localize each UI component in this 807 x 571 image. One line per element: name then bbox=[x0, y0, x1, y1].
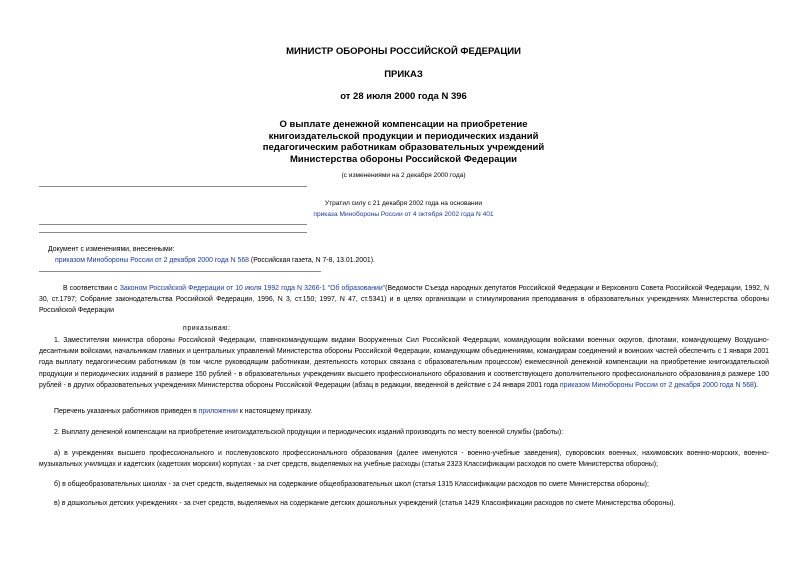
date-number-heading: от 28 июля 2000 года N 396 bbox=[340, 91, 467, 102]
doc-type-heading: ПРИКАЗ bbox=[384, 69, 423, 80]
list-note bbox=[54, 406, 312, 417]
item-1-end: ). bbox=[753, 381, 759, 389]
appendix-link[interactable]: приложении bbox=[198, 408, 238, 415]
divider bbox=[39, 224, 307, 225]
changes-note: (с изменениями на 2 декабря 2000 года) bbox=[341, 172, 466, 179]
amendments-link[interactable]: приказом Минобороны России от 2 декабря 2000 года N 568 bbox=[55, 257, 250, 264]
preamble-law-link[interactable]: Законом Российской Федерации от 10 июля 1992 года N 3266-1 "Об образовании" bbox=[119, 285, 386, 292]
title-line-4: Министерства обороны Российской Федерации bbox=[289, 153, 518, 165]
item-2-paragraph: 2. Выплату денежной компенсации на приобретение книгоиздательской продукции и периодических изданий производить по месту военной службы (работы): bbox=[54, 429, 564, 436]
title-line-1: О выплате денежной компенсации на приобретение bbox=[279, 119, 528, 130]
item-2a-paragraph: а) в учреждениях высшего профессионального и послевузовского профессионального образования (далее именуются - военно-учебные заведения), суворовских военных, нахимовских военно-морских, военно-музыкальных училищах и кадетских (кадетских морских) корпусах - за счет средств, выделяемых на учебные расходы (статья 2323 Классификации расходов по смете Министерства обороны); bbox=[39, 450, 769, 469]
amendments-source: (Российская газета, N 7-8, 13.01.2001). bbox=[249, 257, 375, 264]
preamble-prefix: В соответствии с bbox=[63, 285, 120, 292]
item-1-paragraph bbox=[39, 335, 769, 391]
item-2b-paragraph: б) в общеобразовательных школах - за счет средств, выделяемых на содержание общеобразовательных школ (статья 1315 Классификации расходов по смете Министерства обороны); bbox=[54, 481, 649, 488]
title-line-2: книгоиздательской продукции и периодических изданий bbox=[268, 130, 539, 142]
preamble-rest: (Ведомости Съезда народных депутатов Российской Федерации и Верховного Совета Российской Федерации, 1992, N 30, ст.1797; Собрание законодательства Российской Федерации, 1996, N 3, ст.150; 1997, N 47, ст.5341) и в целях организации и стимулирования преподавания в образовательных учреждениях Министерства обороны Российской Федерации bbox=[39, 285, 769, 315]
item-1-text: 1. Заместителям министра обороны Российской Федерации, главнокомандующим видами Вооруженных Сил Российской Федерации, командующим войсками военных округов, флотами, командующему Воздушно-десантными войсками, начальникам главных и центральных управлений Министерства обороны Российской Федерации, командующим объединениями, командирам соединений и воинских частей обеспечить с 1 января 2001 года выплату педагогическим работникам (в том числе руководящим работникам, деятельность которых связана с образовательным процессом) ежемесячной денежной компенсации на приобретение книгоиздательской продукции и периодических изданий в размере 150 рублей - в образовательных учреждениях высшего профессионального образования и соответствующего дополнительного профессионального образования,в размере 100 рублей - в других образовательных учреждениях Министерства обороны Российской Федерации (абзац в редакции, введенной в действие с 24 января 2001 года bbox=[39, 337, 769, 389]
amendments-label: Документ с изменениями, внесенными: bbox=[48, 246, 175, 253]
list-note-prefix: Перечень указанных работников приведен в bbox=[54, 408, 199, 415]
divider bbox=[39, 232, 307, 233]
title-line-3: педагогическим работникам образовательных учреждений bbox=[262, 142, 545, 154]
divider bbox=[39, 271, 321, 272]
order-word: приказываю: bbox=[183, 325, 231, 332]
document-title bbox=[0, 119, 807, 165]
list-note-suffix: к настоящему приказу. bbox=[237, 408, 313, 415]
divider bbox=[39, 186, 307, 187]
item-1-link[interactable]: приказом Минобороны России от 2 декабря 2000 года N 568 bbox=[559, 381, 754, 389]
amendments-line bbox=[55, 255, 375, 266]
status-text: Утратил силу с 21 декабря 2002 года на основании bbox=[324, 200, 483, 207]
preamble-paragraph bbox=[39, 283, 769, 317]
ministry-heading: МИНИСТР ОБОРОНЫ РОССИЙСКОЙ ФЕДЕРАЦИИ bbox=[286, 46, 521, 57]
status-link[interactable]: приказа Минобороны России от 4 октября 2002 года N 401 bbox=[313, 211, 494, 218]
item-2c-paragraph: в) в дошкольных детских учреждениях - за счет средств, выделяемых на содержание детских дошкольных учреждений (статья 1429 Классификации расходов по смете Министерства обороны). bbox=[54, 500, 676, 507]
